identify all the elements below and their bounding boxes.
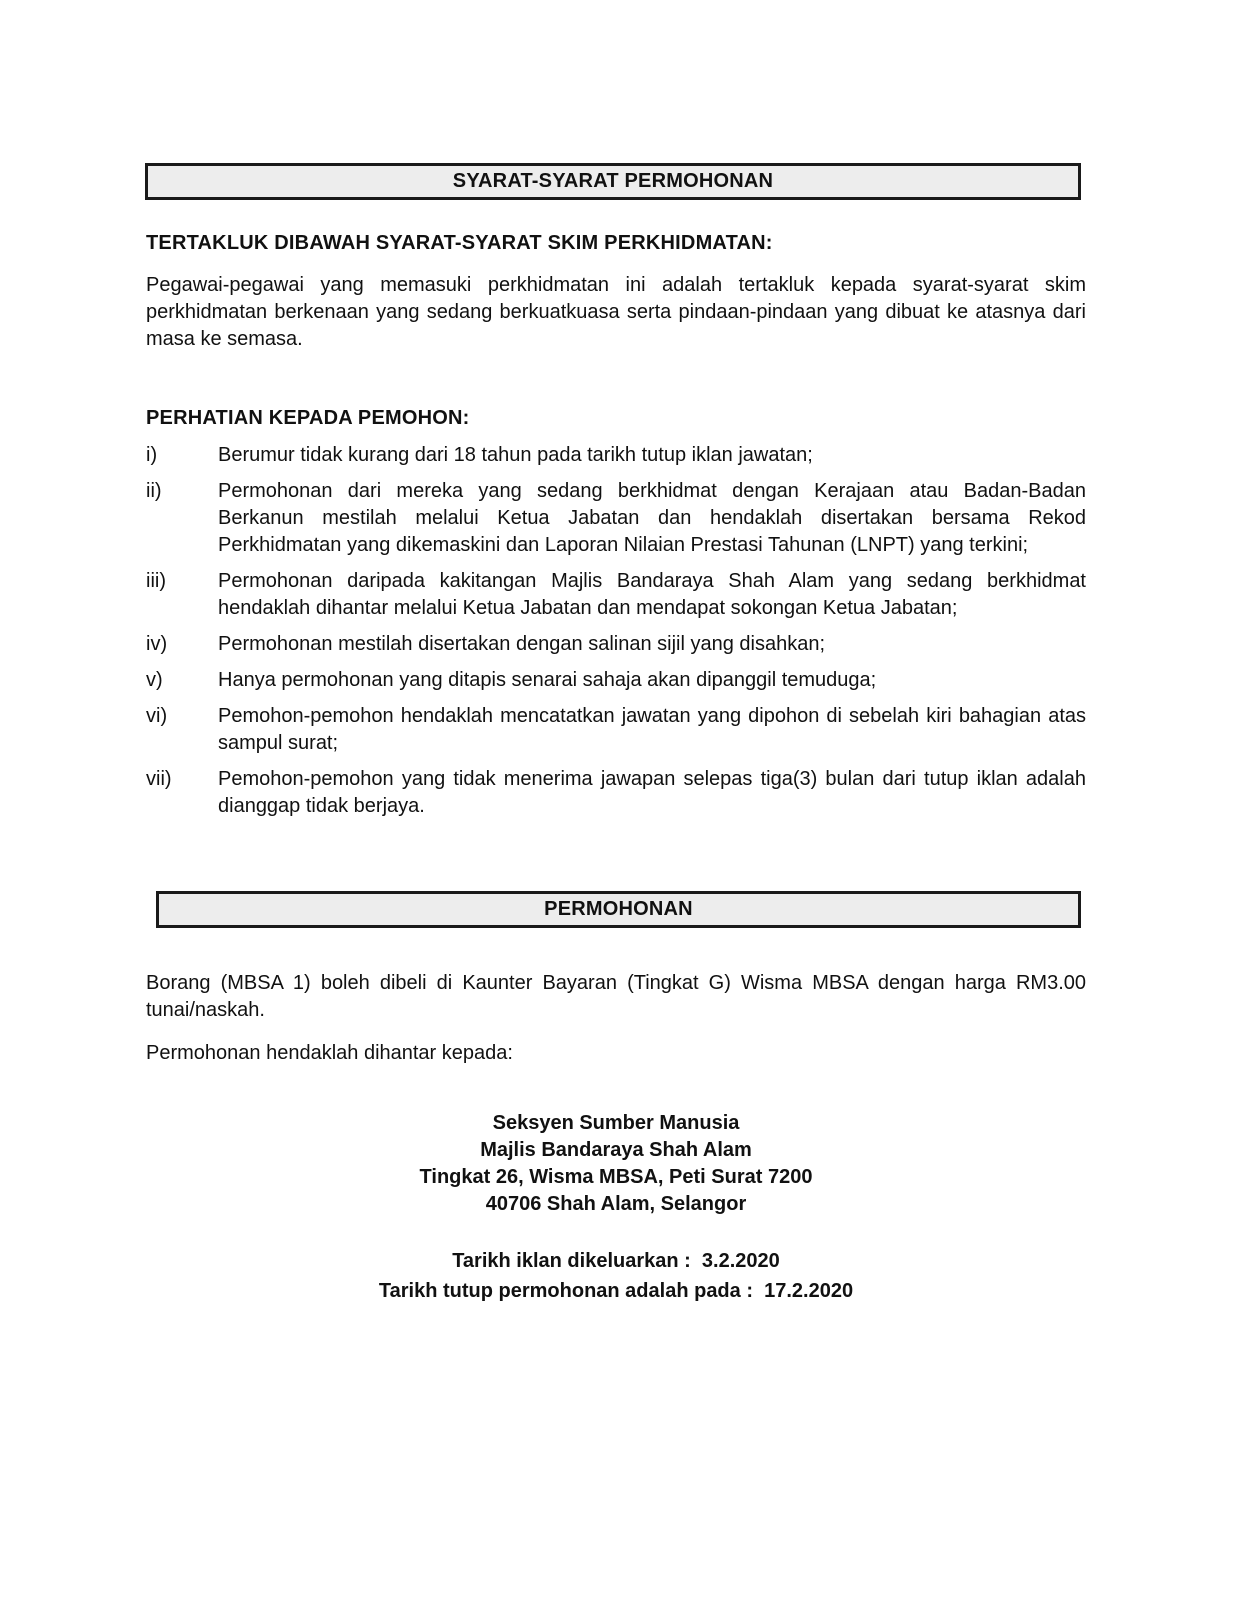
address-line: 40706 Shah Alam, Selangor: [485, 1193, 747, 1215]
list-item: [146, 766, 1086, 820]
notice-heading: PERHATIAN KEPADA PEMOHON:: [146, 407, 470, 429]
list-item-text: Pemohon-pemohon hendaklah mencatatkan jawatan yang dipohon di sebelah kiri bahagian atas sampul surat;: [218, 705, 1086, 754]
address-line: Seksyen Sumber Manusia: [492, 1112, 740, 1134]
list-item-text: Permohonan daripada kakitangan Majlis Bandaraya Shah Alam yang sedang berkhidmat hendaklah dihantar melalui Ketua Jabatan dan mendapat sokongan Ketua Jabatan;: [218, 570, 1086, 619]
list-marker: iv): [146, 633, 168, 655]
list-item: [146, 631, 1086, 658]
section-heading-permohonan: [156, 891, 1081, 928]
send-to-paragraph: Permohonan hendaklah dihantar kepada:: [146, 1042, 513, 1064]
list-item: [146, 442, 1086, 469]
list-marker: iii): [146, 570, 166, 592]
list-item: [146, 568, 1086, 622]
list-marker: ii): [146, 480, 162, 502]
issue-date: Tarikh iklan dikeluarkan : 3.2.2020: [452, 1250, 780, 1272]
address-line: Majlis Bandaraya Shah Alam: [480, 1139, 752, 1161]
address-block: [146, 1110, 1086, 1218]
list-marker: v): [146, 669, 163, 691]
section-title: SYARAT-SYARAT PERMOHONAN: [452, 170, 774, 192]
list-item-text: Permohonan dari mereka yang sedang berkhidmat dengan Kerajaan atau Badan-Badan Berkanun mestilah melalui Ketua Jabatan dan hendaklah disertakan bersama Rekod Perkhidmatan yang dikemaskini dan Laporan Nilaian Prestasi Tahunan (LNPT) yang terkini;: [218, 480, 1086, 556]
scheme-paragraph: Pegawai-pegawai yang memasuki perkhidmatan ini adalah tertakluk kepada syarat-syarat skim perkhidmatan berkenaan yang sedang berkuatkuasa serta pindaan-pindaan yang dibuat ke atasnya dari masa ke semasa.: [146, 274, 1086, 350]
list-item: [146, 703, 1086, 757]
section-title: PERMOHONAN: [544, 898, 693, 920]
list-marker: i): [146, 444, 158, 466]
closing-date: Tarikh tutup permohonan adalah pada : 17.2.2020: [378, 1280, 854, 1302]
scheme-heading: TERTAKLUK DIBAWAH SYARAT-SYARAT SKIM PERKHIDMATAN:: [146, 232, 773, 254]
list-item-text: Berumur tidak kurang dari 18 tahun pada tarikh tutup iklan jawatan;: [218, 444, 813, 466]
list-marker: vi): [146, 705, 168, 727]
section-heading-syarat: [145, 163, 1081, 200]
list-item-text: Hanya permohonan yang ditapis senarai sahaja akan dipanggil temuduga;: [218, 669, 877, 691]
list-item-text: Pemohon-pemohon yang tidak menerima jawapan selepas tiga(3) bulan dari tutup iklan adalah dianggap tidak berjaya.: [218, 768, 1086, 817]
address-line: Tingkat 26, Wisma MBSA, Peti Surat 7200: [419, 1166, 813, 1188]
list-item: [146, 478, 1086, 559]
notice-list: [146, 442, 1086, 829]
form-paragraph: Borang (MBSA 1) boleh dibeli di Kaunter Bayaran (Tingkat G) Wisma MBSA dengan harga RM3.00 tunai/naskah.: [146, 972, 1086, 1021]
list-item-text: Permohonan mestilah disertakan dengan salinan sijil yang disahkan;: [218, 633, 826, 655]
list-marker: vii): [146, 768, 172, 790]
list-item: [146, 667, 1086, 694]
dates-block: [146, 1246, 1086, 1306]
